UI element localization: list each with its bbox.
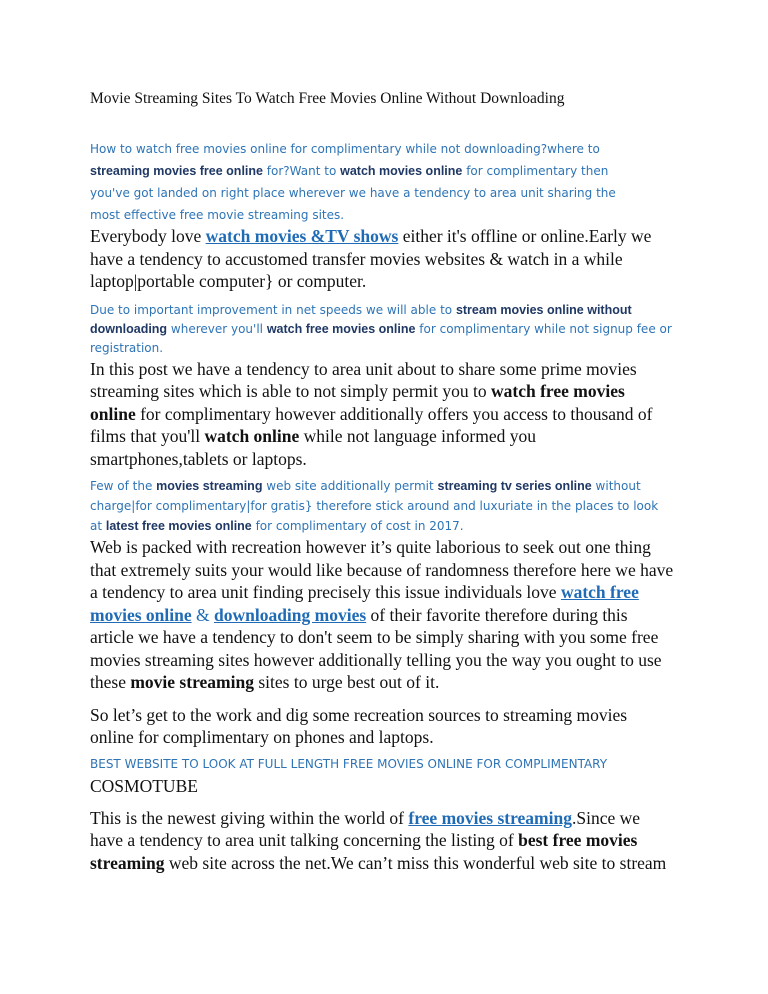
text-line: movies streaming sites however additionally telling you the way you ought to use xyxy=(90,649,662,670)
text-line xyxy=(90,581,686,604)
downloading-movies-link[interactable]: downloading movies xyxy=(213,604,367,625)
text-line: smartphones,tablets or laptops. xyxy=(90,448,307,469)
text-run: these xyxy=(90,672,131,692)
keyword-link[interactable]: latest free movies online xyxy=(105,519,252,533)
paragraph-cosmotube xyxy=(90,807,686,875)
paragraph-web-recreation xyxy=(90,536,686,694)
text-line xyxy=(90,476,686,496)
text-line: So let’s get to the work and dig some recreation sources to streaming movies xyxy=(90,704,628,725)
text-line xyxy=(90,160,686,182)
text-run: .Since we xyxy=(572,807,641,828)
paragraph-few-sites xyxy=(90,476,686,536)
text-run: a tendency to area unit finding precisely this issue individuals love xyxy=(90,582,561,602)
text-line xyxy=(90,671,686,694)
text-line xyxy=(90,829,686,852)
watch-free-movies-online-link-cont[interactable]: movies online xyxy=(90,604,192,625)
text-line xyxy=(90,807,686,830)
text-line: online for complimentary on phones and laptops. xyxy=(90,727,434,747)
keyword-link[interactable]: watch free movies online xyxy=(266,321,416,336)
paragraph-everybody-love xyxy=(90,225,686,293)
text-run: films that you'll xyxy=(90,426,205,446)
text-line: most effective free movie streaming sites. xyxy=(90,208,345,222)
text-run: streaming sites which is able to not simply permit you to xyxy=(90,381,491,401)
text-line: that extremely suits your would like because of randomness therefore here we have xyxy=(90,559,674,580)
watch-free-movies-online-link[interactable]: watch free xyxy=(560,582,639,602)
text-run: without xyxy=(591,479,641,493)
text-line: charge|for complimentary|for gratis} therefore stick around and luxuriate in the places to look xyxy=(90,499,659,513)
bold-keyword: best free movies xyxy=(518,830,638,850)
site-name-heading: COSMOTUBE xyxy=(90,775,198,796)
text-line xyxy=(90,604,686,627)
text-run: & xyxy=(191,604,214,625)
text-run: for complimentary then xyxy=(462,164,609,178)
text-line: article we have a tendency to don't seem to be simply sharing with you some free xyxy=(90,627,659,647)
keyword-link[interactable]: watch movies online xyxy=(340,164,463,178)
keyword-link[interactable]: movies streaming xyxy=(156,479,263,493)
document-body xyxy=(90,88,686,874)
keyword-link[interactable]: stream movies online without xyxy=(455,302,632,317)
section-heading: BEST WEBSITE TO LOOK AT FULL LENGTH FREE MOVIES ONLINE FOR COMPLIMENTARY xyxy=(90,756,608,771)
text-run: have a tendency to area unit talking concerning the listing of xyxy=(90,830,519,850)
text-line xyxy=(90,301,686,320)
text-line: How to watch free movies online for complimentary while not downloading?where to xyxy=(90,142,600,156)
text-line xyxy=(90,516,686,536)
text-run: for complimentary however additionally offers you access to thousand of xyxy=(135,403,653,424)
text-line: Web is packed with recreation however it’s quite laborious to seek out one thing xyxy=(90,537,651,557)
keyword-link[interactable]: streaming movies free online xyxy=(90,164,263,178)
text-run: at xyxy=(90,519,106,533)
text-line: registration. xyxy=(90,340,164,355)
paragraph-lets-get-to-work xyxy=(90,704,686,749)
bold-keyword: watch free movies xyxy=(491,381,625,401)
text-line xyxy=(90,320,686,339)
text-line: have a tendency to accustomed transfer movies websites & watch in a while xyxy=(90,248,623,269)
text-run: web site additionally permit xyxy=(262,479,438,493)
text-line xyxy=(90,852,686,875)
paragraph-net-speeds xyxy=(90,301,686,358)
bold-keyword: online xyxy=(90,403,136,424)
text-line xyxy=(90,380,686,403)
text-run: sites to urge best out of it. xyxy=(253,672,440,692)
bold-keyword: watch online xyxy=(204,426,300,446)
intro-paragraph xyxy=(90,138,686,226)
text-line xyxy=(90,225,686,248)
text-run: This is the newest giving within the world of xyxy=(90,807,409,828)
text-line xyxy=(90,425,686,448)
text-line: In this post we have a tendency to area unit about to share some prime movies xyxy=(90,358,637,379)
text-line xyxy=(90,403,686,426)
text-line: laptop|portable computer} or computer. xyxy=(90,271,367,291)
keyword-link[interactable]: downloading xyxy=(90,321,168,336)
text-line: you've got landed on right place wherever we have a tendency to area unit sharing the xyxy=(90,186,616,200)
bold-keyword: streaming xyxy=(90,852,165,873)
text-run: Due to important improvement in net speeds we will able to xyxy=(90,302,456,317)
text-run: while not language informed you xyxy=(299,426,536,446)
text-run: wherever you'll xyxy=(167,321,267,336)
bold-keyword: movie streaming xyxy=(130,672,254,692)
text-run: web site across the net.We can’t miss this wonderful web site to stream xyxy=(164,852,667,873)
text-run: for?Want to xyxy=(262,164,341,178)
text-run: for complimentary of cost in 2017. xyxy=(251,519,464,533)
text-run: Everybody love xyxy=(90,226,206,246)
text-run: either it's offline or online.Early we xyxy=(398,226,652,246)
document-title: Movie Streaming Sites To Watch Free Movies Online Without Downloading xyxy=(90,90,565,107)
text-run: of their favorite therefore during this xyxy=(366,604,628,625)
keyword-link[interactable]: streaming tv series online xyxy=(437,479,592,493)
free-movies-streaming-link[interactable]: free movies streaming xyxy=(408,807,572,828)
text-run: Few of the xyxy=(90,479,157,493)
text-run: for complimentary while not signup fee or xyxy=(415,321,672,336)
paragraph-prime-sites xyxy=(90,358,686,471)
watch-movies-tv-shows-link[interactable]: watch movies &TV shows xyxy=(205,226,399,246)
